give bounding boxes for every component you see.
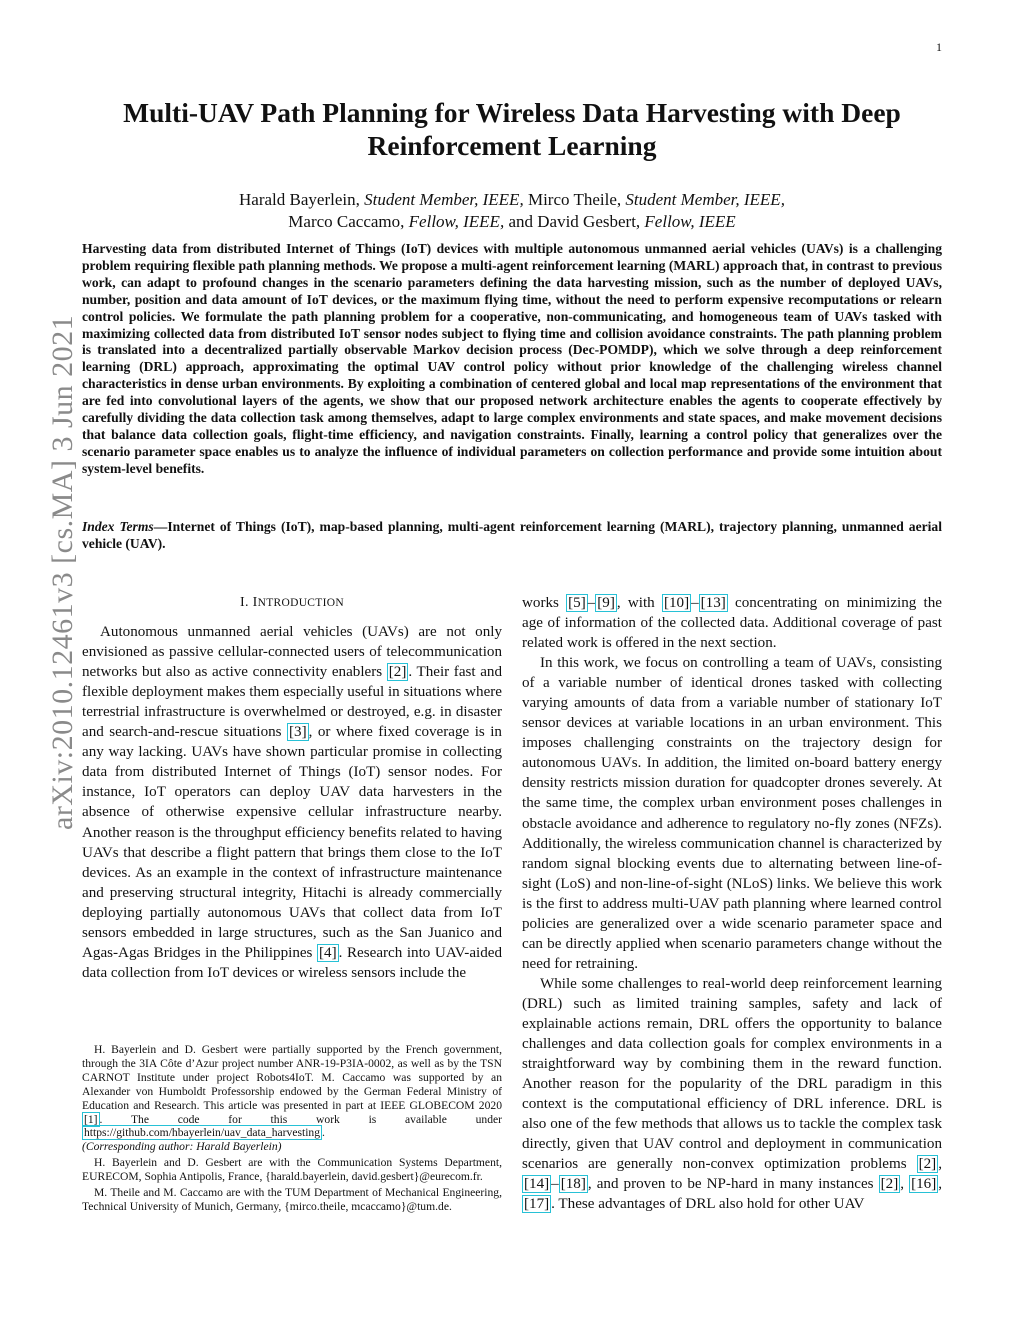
author-and: and <box>508 212 533 231</box>
citation-link[interactable]: [18] <box>560 1176 586 1193</box>
para-text: – <box>551 1176 559 1193</box>
para-text: , or where fixed coverage is in any way lacking. UAVs have shown particular promise in collecting data from distributed Internet of Things (IoT) sensor nodes. For instance, IoT operators can deploy UAV data harvesters in the absence of otherwise expensive cellular infrastructure nearby. Another reason is the throughput efficiency benefits related to having UAVs that describe a flight pattern that brings them close to the IoT devices. As an example in the context of infrastructure maintenance and preserving structural integrity, Hitachi is already commercially deploying partially autonomous UAVs that collect data from IoT sensors embedded in large structures, such as the San Juanico and Agas-Agas Bridges in the Philippines <box>82 724 502 961</box>
footnote-text: . <box>322 1126 325 1140</box>
footnote-affiliation-eurecom: H. Bayerlein and D. Gesbert are with the Communication Systems Department, EURECOM, Sophia Antipolis, France, {harald.bayerlein, david.gesbert}@eurecom.fr. <box>82 1156 502 1184</box>
abstract: Harvesting data from distributed Internet of Things (IoT) devices with multiple autonomous unmanned aerial vehicles (UAVs) is a challenging problem requiring flexible path planning methods. We propose a multi-agent reinforcement learning (MARL) approach that, in contrast to previous work, can adapt to profound changes in the scenario parameters defining the data harvesting mission, such as the number of deployed UAVs, number, position and data amount of IoT devices, or the maximum flying time, without the need to perform expensive recomputations or relearn control policies. We formulate the path planning problem for a cooperative, non-communicating, and homogeneous team of UAVs tasked with maximizing collected data from distributed IoT sensor nodes subject to flying time and collision avoidance constraints. The path planning problem is translated into a decentralized partially observable Markov decision process (Dec-POMDP), which we solve through a deep reinforcement learning (DRL) approach, approximating the optimal UAV control policy without prior knowledge of the challenging wireless channel characteristics in dense urban environments. By exploiting a combination of centered global and local map representations of the environment that are fed into convolutional layers of the agents, we show that our proposed network architecture enables the agents to cooperate effectively by carefully dividing the data collection task among themselves, adapt to large complex environments and state spaces, and make movement decisions that balance data collection goals, flight-time efficiency, and navigation constraints. Finally, learning a control policy that generalizes over the scenario parameter space enables us to analyze the influence of individual parameters on collection performance and provide some intuition about system-level benefits. <box>82 241 942 476</box>
para-text: , <box>900 1176 910 1193</box>
arxiv-stamp-text[interactable]: arXiv:2010.12461v3 [cs.MA] 3 Jun 2021 <box>46 314 79 830</box>
citation-link[interactable]: [17] <box>524 1196 550 1213</box>
para-text: , and proven to be NP-hard in many instances <box>587 1176 879 1193</box>
citation-link[interactable]: [10] <box>663 595 690 611</box>
section-number: I. <box>240 595 249 610</box>
para-text: , <box>938 1176 943 1193</box>
paper-title: Multi-UAV Path Planning for Wireless Data Harvesting with Deep Reinforcement Learning <box>123 97 901 161</box>
citation-link[interactable]: [1] <box>84 1112 98 1126</box>
para-text: , with <box>616 595 662 611</box>
intro-paragraph-3 <box>522 974 942 1215</box>
author-1-role: Student Member, IEEE, <box>364 190 524 209</box>
citation-link[interactable]: [5] <box>568 595 586 611</box>
author-3-name: Marco Caccamo, <box>288 212 405 231</box>
footnote-affiliation-tum: M. Theile and M. Caccamo are with the TUM Department of Mechanical Engineering, Technical University of Munich, Germany, {mirco.theile, mcaccamo}@tum.de. <box>82 1186 502 1213</box>
para-text: Autonomous unmanned aerial vehicles (UAVs) are not only envisioned as passive cellular-connected users of telecommunication networks but also as active connectivity enablers <box>82 624 502 681</box>
para-text: While some challenges to real-world deep reinforcement learning (DRL) such as limited training samples, safety and lack of explainable actions remain, DRL offers the opportunity to balance challenges and data collection goals for complex environments in a straightforward way by combining them in the reward function. Another reason for the popularity of the DRL paradigm in this context is the computational efficiency of DRL inference. DRL is also one of the few methods that allows us to tackle the complex task directly, given that UAV control and deployment in communication scenarios are generally non-convex optimization problems <box>522 975 942 1173</box>
para-text: concentrating on minimizing the age of information of the collected data. Additional coverage of past related work is offered in the next section. <box>522 595 942 652</box>
para-text: – <box>587 595 596 611</box>
footnote-funding <box>82 1043 502 1154</box>
code-url-link[interactable]: https://github.com/hbayerlein/uav_data_harvesting <box>84 1126 321 1140</box>
footnote-text: H. Bayerlein and D. Gesbert were partially supported by the French government, through the 3IA Côte d’Azur project number ANR-19-P3IA-0002, as well as by the TSN CARNOT Institute under project Robots4IoT. M. Caccamo was supported by an Alexander von Humboldt Professorship endowed by the German Federal Ministry of Education and Research. This article was presented in part at IEEE GLOBECOM 2020 <box>82 1043 502 1112</box>
para-text: – <box>691 595 699 611</box>
author-2-name: Mirco Theile, <box>527 190 622 209</box>
footnotes <box>82 1043 502 1214</box>
footnote-text: . The code for this work is available under <box>99 1112 502 1126</box>
author-list <box>82 189 942 233</box>
right-column <box>522 593 942 1214</box>
citation-link[interactable]: [9] <box>597 595 615 611</box>
intro-paragraph-2: In this work, we focus on controlling a team of UAVs, consisting of a variable number of identical drones tasked with collecting varying amounts of data from a variable number of stationary IoT sensor devices at variable locations in an urban environment. This imposes challenging constraints on the trajectory design for autonomous UAVs. In addition, the limited on-board battery energy density restricts mission duration for quadcopter drones severely. At the same time, the complex urban environment poses challenges in obstacle avoidance and adherence to regulatory no-fly zones (NFZs). Additionally, the wireless communication channel is characterized by random signal blocking events due to alternating between line-of-sight (LoS) and non-line-of-sight (NLoS) links. We believe this work is the first to address multi-UAV path planning where learned control policies are generalized over a wide scenario parameter space and can be directly applied when scenario parameters change without the need for retraining. <box>522 655 942 972</box>
author-4-name: David Gesbert, <box>537 212 641 231</box>
author-1-name: Harald Bayerlein, <box>239 190 360 209</box>
citation-link[interactable]: [2] <box>918 1156 937 1173</box>
section-heading <box>82 593 502 613</box>
para-text: . Research into UAV-aided data collection from IoT devices or wireless sensors include the <box>82 944 502 981</box>
page-number: 1 <box>936 40 942 54</box>
index-terms-label: Index Terms <box>82 519 154 534</box>
citation-link[interactable]: [3] <box>289 724 307 741</box>
citation-link[interactable]: [2] <box>388 664 407 681</box>
corresponding-author: (Corresponding author: Harald Bayerlein) <box>82 1140 282 1154</box>
intro-paragraph-1 <box>82 622 502 983</box>
citation-link[interactable]: [4] <box>319 944 337 961</box>
section-first-letter: I <box>252 595 258 610</box>
para-text: . Their fast and flexible deployment makes them especially useful in situations where terrestrial infrastructure is overwhelmed or destroyed, e.g. in disaster and search-and-rescue situations <box>82 664 502 741</box>
index-terms-text: —Internet of Things (IoT), map-based planning, multi-agent reinforcement learning (MARL), trajectory planning, unmanned aerial vehicle (UAV). <box>82 519 942 551</box>
para-text: . These advantages of DRL also hold for other UAV <box>551 1196 865 1213</box>
para-text: , <box>938 1156 942 1173</box>
citation-link[interactable]: [14] <box>524 1176 550 1193</box>
left-column <box>82 593 502 983</box>
author-3-role: Fellow, IEEE, <box>408 212 505 231</box>
index-terms <box>82 518 942 552</box>
section-title-rest: NTRODUCTION <box>257 597 344 609</box>
citation-link[interactable]: [2] <box>880 1176 899 1193</box>
author-2-role: Student Member, IEEE, <box>625 190 785 209</box>
intro-paragraph-1-continued <box>522 593 942 653</box>
author-4-role: Fellow, IEEE <box>644 212 736 231</box>
citation-link[interactable]: [13] <box>700 595 726 611</box>
para-text: works <box>522 595 567 611</box>
citation-link[interactable]: [16] <box>911 1176 937 1193</box>
